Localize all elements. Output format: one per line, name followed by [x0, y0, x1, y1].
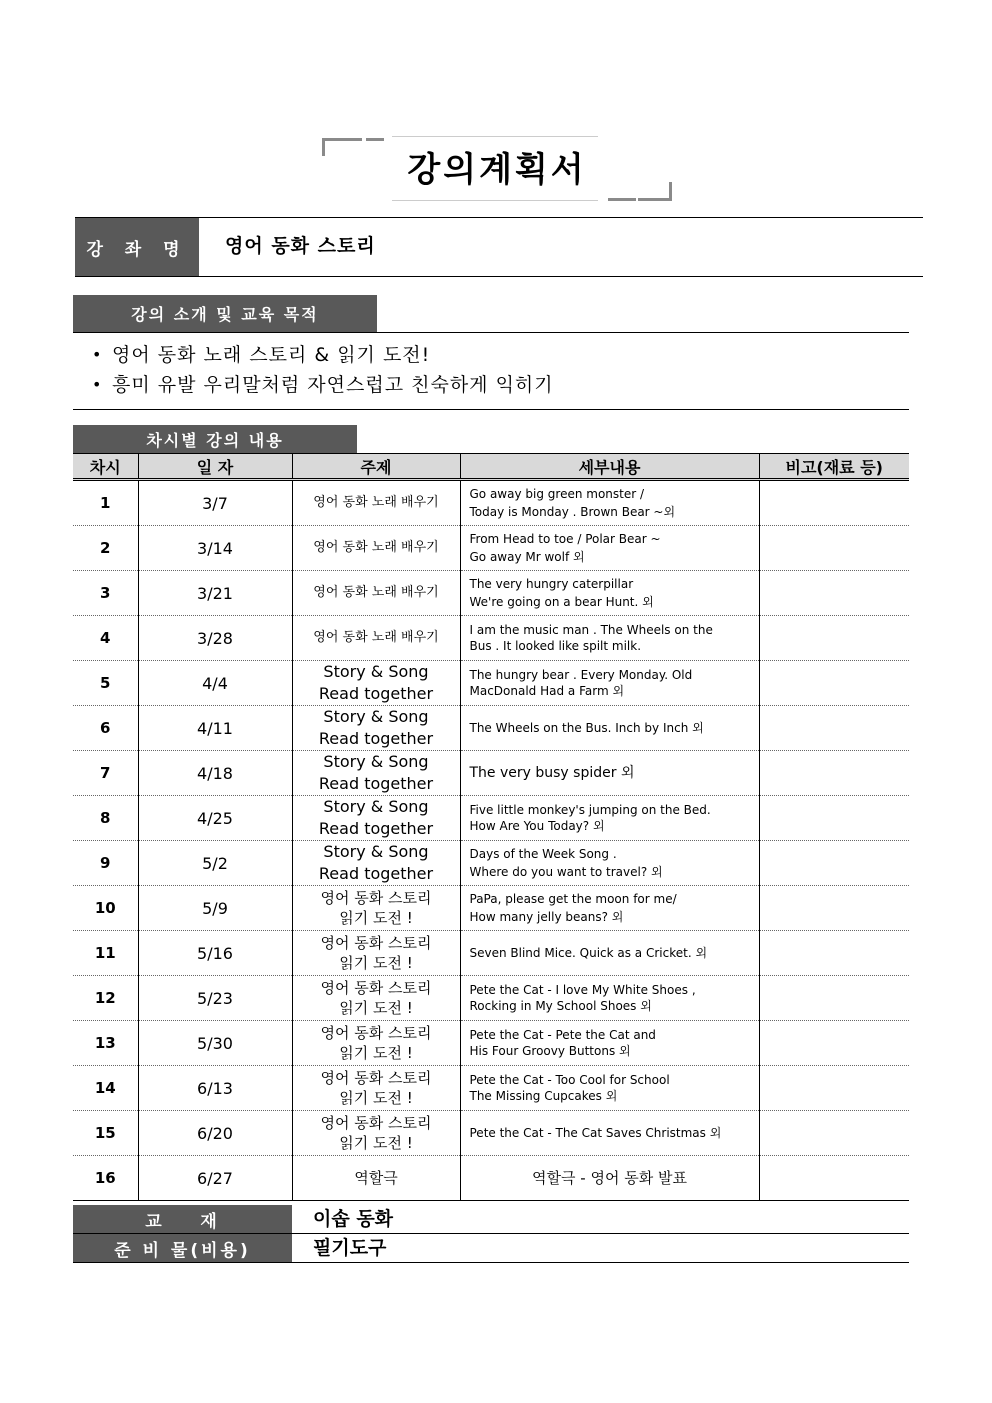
topic-line: 읽기 도전 ! [339, 954, 413, 972]
cell-topic [292, 526, 460, 571]
cell-date: 6/13 [138, 1066, 292, 1111]
cell-topic [292, 571, 460, 616]
cell-topic [292, 796, 460, 841]
schedule-table [73, 453, 909, 1201]
course-name-row [75, 217, 923, 277]
cell-topic [292, 841, 460, 886]
detail-line: MacDonald Had a Farm 외 [469, 684, 625, 698]
cell-detail [460, 1111, 759, 1156]
cell-session: 14 [73, 1066, 138, 1111]
cell-note [759, 796, 909, 841]
cell-topic [292, 1111, 460, 1156]
bullet-icon: • [92, 345, 103, 364]
detail-line: Today is Monday . Brown Bear ~외 [469, 505, 676, 519]
topic-line: 영어 동화 스토리 [320, 1024, 432, 1042]
cell-detail [460, 1066, 759, 1111]
table-row [73, 1021, 909, 1066]
title-rule-bottom [392, 200, 598, 201]
topic-line: 읽기 도전 ! [339, 909, 413, 927]
detail-line: The Missing Cupcakes 외 [469, 1089, 618, 1103]
col-header-note: 비고(재료 등) [759, 454, 909, 480]
table-row [73, 976, 909, 1021]
cell-detail [460, 1021, 759, 1066]
col-header-detail: 세부내용 [460, 454, 759, 480]
cell-session: 3 [73, 571, 138, 616]
course-name-value: 영어 동화 스토리 [225, 235, 376, 257]
title-frame-bottom [638, 198, 672, 201]
detail-line: How Are You Today? 외 [469, 819, 605, 833]
table-row [73, 1156, 909, 1201]
cell-date: 3/21 [138, 571, 292, 616]
cell-detail [460, 976, 759, 1021]
topic-line: Story & Song [323, 662, 429, 681]
cell-note [759, 886, 909, 931]
topic-line: Read together [318, 864, 434, 883]
detail-line: Rocking in My School Shoes 외 [469, 999, 652, 1013]
detail-line: PaPa, please get the moon for me/ [469, 892, 677, 906]
cell-note [759, 976, 909, 1021]
cell-session: 2 [73, 526, 138, 571]
cell-date: 4/18 [138, 751, 292, 796]
cell-note [759, 480, 909, 526]
cell-date: 5/16 [138, 931, 292, 976]
cell-topic [292, 1066, 460, 1111]
table-row [73, 1066, 909, 1111]
col-header-topic: 주제 [292, 454, 460, 480]
textbook-value: 이솝 동화 [313, 1208, 394, 1230]
textbook-label: 교 재 [73, 1205, 292, 1233]
cell-date: 5/2 [138, 841, 292, 886]
cell-detail [460, 796, 759, 841]
table-row [73, 616, 909, 661]
table-row [73, 480, 909, 526]
detail-line: Seven Blind Mice. Quick as a Cricket. 외 [469, 946, 708, 960]
cell-detail [460, 886, 759, 931]
schedule-heading: 차시별 강의 내용 [73, 425, 357, 453]
cell-topic [292, 1021, 460, 1066]
cell-session: 4 [73, 616, 138, 661]
cell-topic [292, 886, 460, 931]
cell-topic [292, 706, 460, 751]
cell-date: 6/27 [138, 1156, 292, 1201]
topic-line: 영어 동화 스토리 [320, 1114, 432, 1132]
topic-line: Story & Song [323, 797, 429, 816]
cell-session: 6 [73, 706, 138, 751]
detail-line: How many jelly beans? 외 [469, 910, 624, 924]
topic-line: Story & Song [323, 842, 429, 861]
topic-line: 영어 동화 스토리 [320, 1069, 432, 1087]
detail-line: Pete the Cat - Pete the Cat and [469, 1028, 656, 1042]
cell-detail [460, 751, 759, 796]
table-row [73, 661, 909, 706]
cell-topic [292, 480, 460, 526]
col-header-date: 일 자 [138, 454, 292, 480]
detail-line: Pete the Cat - I love My White Shoes , [469, 983, 696, 997]
topic-line: Read together [318, 729, 434, 748]
cell-detail [460, 931, 759, 976]
page-title: 강의계획서 [407, 150, 587, 190]
cell-session: 10 [73, 886, 138, 931]
cell-detail [460, 616, 759, 661]
topic-line: 영어 동화 스토리 [320, 979, 432, 997]
cell-detail [460, 1156, 759, 1201]
cell-session: 13 [73, 1021, 138, 1066]
table-row [73, 841, 909, 886]
detail-line: Five little monkey's jumping on the Bed. [469, 803, 711, 817]
table-row [73, 886, 909, 931]
cell-session: 15 [73, 1111, 138, 1156]
detail-line: Where do you want to travel? 외 [469, 865, 663, 879]
topic-line: Read together [318, 684, 434, 703]
detail-line: The hungry bear . Every Monday. Old [469, 668, 693, 682]
topic-line: Story & Song [323, 707, 429, 726]
cell-session: 7 [73, 751, 138, 796]
cell-topic [292, 616, 460, 661]
cell-detail [460, 661, 759, 706]
topic-line: 영어 동화 스토리 [320, 934, 432, 952]
detail-line: Days of the Week Song . [469, 847, 617, 861]
cell-date: 4/11 [138, 706, 292, 751]
supplies-value: 필기도구 [313, 1237, 387, 1259]
cell-detail [460, 526, 759, 571]
title-block [320, 132, 676, 208]
topic-line: 읽기 도전 ! [339, 1044, 413, 1062]
cell-note [759, 1021, 909, 1066]
topic-line: 영어 동화 노래 배우기 [313, 585, 439, 600]
title-frame-right [669, 182, 672, 201]
textbook-row [73, 1205, 909, 1234]
table-row [73, 931, 909, 976]
topic-line: 읽기 도전 ! [339, 1089, 413, 1107]
detail-line: Go away big green monster / [469, 487, 645, 501]
detail-line: The very hungry caterpillar [469, 577, 634, 591]
cell-date: 3/14 [138, 526, 292, 571]
title-frame-top [322, 138, 362, 141]
cell-detail [460, 841, 759, 886]
cell-note [759, 616, 909, 661]
intro-item-text: 흥미 유발 우리말처럼 자연스럽고 친숙하게 익히기 [112, 374, 554, 396]
cell-session: 5 [73, 661, 138, 706]
cell-date: 5/30 [138, 1021, 292, 1066]
detail-line: The Wheels on the Bus. Inch by Inch 외 [469, 721, 704, 735]
cell-note [759, 571, 909, 616]
cell-date: 5/9 [138, 886, 292, 931]
cell-note [759, 1156, 909, 1201]
table-row [73, 706, 909, 751]
cell-date: 4/4 [138, 661, 292, 706]
detail-line: Go away Mr wolf 외 [469, 550, 585, 564]
table-row [73, 1111, 909, 1156]
cell-session: 8 [73, 796, 138, 841]
topic-line: Story & Song [323, 752, 429, 771]
cell-note [759, 931, 909, 976]
table-row [73, 571, 909, 616]
table-row [73, 796, 909, 841]
cell-topic [292, 1156, 460, 1201]
cell-date: 5/23 [138, 976, 292, 1021]
intro-list [92, 340, 554, 400]
supplies-row [73, 1234, 909, 1263]
col-header-session: 차시 [73, 454, 138, 480]
table-row [73, 526, 909, 571]
cell-detail [460, 706, 759, 751]
cell-note [759, 526, 909, 571]
table-row [73, 751, 909, 796]
cell-date: 3/7 [138, 480, 292, 526]
detail-line: From Head to toe / Polar Bear ~ [469, 532, 661, 546]
intro-item [92, 340, 554, 370]
cell-session: 1 [73, 480, 138, 526]
cell-session: 16 [73, 1156, 138, 1201]
intro-item-text: 영어 동화 노래 스토리 & 읽기 도전! [112, 344, 431, 366]
topic-line: Read together [318, 819, 434, 838]
topic-line: 역할극 [354, 1169, 398, 1187]
cell-topic [292, 751, 460, 796]
title-rule-top [392, 136, 598, 137]
cell-note [759, 1066, 909, 1111]
course-name-label: 강 좌 명 [75, 218, 199, 276]
detail-line: Pete the Cat - Too Cool for School [469, 1073, 670, 1087]
cell-topic [292, 661, 460, 706]
topic-line: 읽기 도전 ! [339, 1134, 413, 1152]
detail-line: Bus . It looked like spilt milk. [469, 639, 642, 653]
cell-date: 4/25 [138, 796, 292, 841]
cell-session: 12 [73, 976, 138, 1021]
intro-bottom-rule [73, 409, 909, 410]
cell-detail [460, 480, 759, 526]
cell-session: 9 [73, 841, 138, 886]
table-header-row [73, 454, 909, 480]
intro-heading: 강의 소개 및 교육 목적 [73, 295, 377, 332]
detail-line: I am the music man . The Wheels on the [469, 623, 713, 637]
cell-note [759, 1111, 909, 1156]
cell-note [759, 706, 909, 751]
supplies-label: 준 비 물(비용) [73, 1234, 292, 1262]
detail-line: The very busy spider 외 [469, 765, 635, 781]
title-dash-bottom [608, 198, 636, 201]
detail-line: His Four Groovy Buttons 외 [469, 1044, 631, 1058]
cell-detail [460, 571, 759, 616]
cell-session: 11 [73, 931, 138, 976]
cell-date: 3/28 [138, 616, 292, 661]
cell-note [759, 841, 909, 886]
detail-line: We're going on a bear Hunt. 외 [469, 595, 654, 609]
topic-line: 읽기 도전 ! [339, 999, 413, 1017]
topic-line: 영어 동화 노래 배우기 [313, 540, 439, 555]
topic-line: 영어 동화 스토리 [320, 889, 432, 907]
cell-topic [292, 976, 460, 1021]
topic-line: 영어 동화 노래 배우기 [313, 495, 439, 510]
detail-line: 역할극 - 영어 동화 발표 [532, 1169, 687, 1187]
cell-note [759, 751, 909, 796]
bullet-icon: • [92, 375, 103, 394]
topic-line: 영어 동화 노래 배우기 [313, 630, 439, 645]
cell-date: 6/20 [138, 1111, 292, 1156]
intro-item [92, 370, 554, 400]
cell-topic [292, 931, 460, 976]
detail-line: Pete the Cat - The Cat Saves Christmas 외 [469, 1126, 722, 1140]
intro-top-rule [73, 332, 909, 333]
title-dash-top [366, 138, 384, 141]
cell-note [759, 661, 909, 706]
topic-line: Read together [318, 774, 434, 793]
